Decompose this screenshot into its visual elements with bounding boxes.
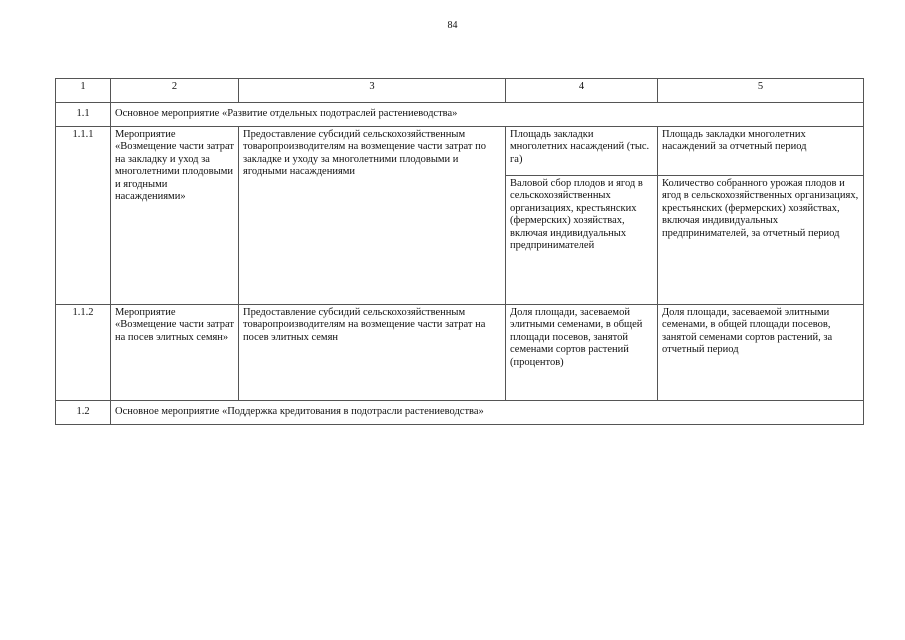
section-title: Основное мероприятие «Поддержка кредитования в подотрасли растениеводства» <box>111 401 864 425</box>
section-number: 1.2 <box>56 401 111 425</box>
indicator-definition-cell: Доля площади, засеваемой элитными семенами, в общей площади посевов, занятой семенами сортов растений, за отчетный период <box>658 305 864 401</box>
table-row <box>56 127 864 176</box>
description-cell: Предоставление субсидий сельскохозяйственным товаропроизводителям на возмещение части затрат по закладке и уходу за многолетними плодовыми и ягодными насаждениями <box>239 127 506 305</box>
indicator-name-cell: Доля площади, засеваемой элитными семенами, в общей площади посевов, занятой семенами сортов растений (процентов) <box>506 305 658 401</box>
row-number: 1.1.2 <box>56 305 111 401</box>
activity-cell: Мероприятие «Возмещение части затрат на посев элитных семян» <box>111 305 239 401</box>
row-number: 1.1.1 <box>56 127 111 305</box>
section-title: Основное мероприятие «Развитие отдельных подотраслей растениеводства» <box>111 103 864 127</box>
table-row <box>56 305 864 401</box>
section-row <box>56 401 864 425</box>
column-header: 2 <box>111 79 239 103</box>
indicator-definition-cell: Площадь закладки многолетних насаждений за отчетный период <box>658 127 864 176</box>
section-row <box>56 103 864 127</box>
section-number: 1.1 <box>56 103 111 127</box>
indicator-name-cell: Площадь закладки многолетних насаждений (тыс. га) <box>506 127 658 176</box>
description-cell: Предоставление субсидий сельскохозяйственным товаропроизводителям на возмещение части затрат на посев элитных семян <box>239 305 506 401</box>
indicator-definition-cell: Количество собранного урожая плодов и ягод в сельскохозяйственных организациях, крестьянских (фермерских) хозяйствах, включая индивидуальных предпринимателей, за отчетный период <box>658 176 864 305</box>
column-header: 5 <box>658 79 864 103</box>
indicator-name-cell: Валовой сбор плодов и ягод в сельскохозяйственных организациях, крестьянских (фермерских) хозяйствах, включая индивидуальных предпринимателей <box>506 176 658 305</box>
column-header: 1 <box>56 79 111 103</box>
column-header: 4 <box>506 79 658 103</box>
table-header-row <box>56 79 864 103</box>
indicators-table <box>55 78 864 425</box>
page-number: 84 <box>447 20 458 31</box>
column-header: 3 <box>239 79 506 103</box>
activity-cell: Мероприятие «Возмещение части затрат на закладку и уход за многолетними плодовыми и ягодными насаждениями» <box>111 127 239 305</box>
